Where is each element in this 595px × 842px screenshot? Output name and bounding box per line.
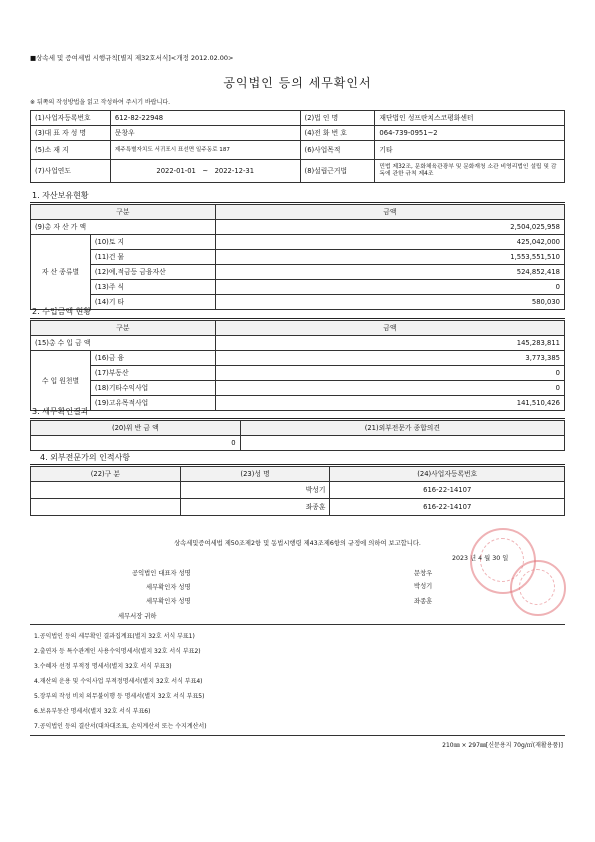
attachment-item: 4.재산의 운용 및 수익사업 부적정명세서(별지 32호 서식 부표4) bbox=[34, 678, 203, 685]
declaration: 상속세및증여세법 제50조제2항 및 동법시행령 제43조제6항의 규정에 의하여 보고합니다. bbox=[174, 540, 421, 547]
expert-kind bbox=[31, 482, 181, 499]
income-group-label: 수 입 원천별 bbox=[31, 351, 91, 411]
asset-row-amount: 425,042,000 bbox=[215, 235, 564, 250]
section-2-rule bbox=[30, 318, 565, 319]
corp-name: 재단법인 성프란치스코평화센터 bbox=[375, 111, 565, 126]
expert-col-name: (23)성 명 bbox=[180, 467, 330, 482]
asset-row-label: (13)주 식 bbox=[90, 280, 215, 295]
expert-name: 좌종훈 bbox=[180, 499, 330, 516]
year-from: 2022-01-01 bbox=[156, 167, 196, 175]
purpose: 기타 bbox=[375, 141, 565, 160]
rep-name: 문창우 bbox=[110, 126, 300, 141]
year-to: 2022-12-31 bbox=[214, 167, 255, 175]
income-col-amount: 금액 bbox=[215, 321, 564, 336]
section-4-title: 4. 외부전문가의 인적사항 bbox=[40, 453, 130, 462]
expert-regno: 616-22-14107 bbox=[330, 482, 565, 499]
violation-amount: 0 bbox=[31, 436, 241, 451]
attachment-item: 1.공익법인 등의 세무확인 결과집계표(별지 32호 서식 부표1) bbox=[34, 633, 195, 640]
year-sep: ~ bbox=[202, 167, 209, 175]
asset-row-amount: 524,852,418 bbox=[215, 265, 564, 280]
asset-row-amount: 1,553,551,510 bbox=[215, 250, 564, 265]
section-4-rule bbox=[30, 464, 565, 465]
expert-name: 박성기 bbox=[180, 482, 330, 499]
law-label: (8)설립근거법 bbox=[300, 160, 375, 183]
tel: 064-739-0951~2 bbox=[375, 126, 565, 141]
income-row-amount: 141,510,426 bbox=[215, 396, 564, 411]
corp-label: (2)법 인 명 bbox=[300, 111, 375, 126]
income-row-label: (16)금 융 bbox=[90, 351, 215, 366]
asset-row-label: (12)예,적금등 금융자산 bbox=[90, 265, 215, 280]
biz-no: 612-82-22948 bbox=[110, 111, 300, 126]
document-title: 공익법인 등의 세무확인서 bbox=[223, 76, 372, 90]
signer-role: 공익법인 대표자 성명 bbox=[132, 570, 191, 577]
asset-col-kind: 구분 bbox=[31, 205, 216, 220]
income-total: 145,283,811 bbox=[215, 336, 564, 351]
attachments-box bbox=[30, 624, 565, 736]
asset-col-amount: 금액 bbox=[215, 205, 564, 220]
addr-label: (5)소 재 지 bbox=[31, 141, 111, 160]
paper-spec: 210㎜ × 297㎜[신문용지 70g/㎡(재활용품)] bbox=[442, 742, 563, 749]
expert-seal bbox=[510, 560, 566, 616]
purpose-label: (6)사업목적 bbox=[300, 141, 375, 160]
opinion-label: (21)외부전문가 종합의견 bbox=[240, 421, 564, 436]
income-row-label: (18)기타수익사업 bbox=[90, 381, 215, 396]
header-table bbox=[30, 110, 565, 183]
section-3-title: 3. 세무확인결과 bbox=[32, 407, 89, 416]
tel-label: (4)전 화 번 호 bbox=[300, 126, 375, 141]
asset-total-label: (9)총 자 산 가 액 bbox=[31, 220, 216, 235]
income-row-amount: 0 bbox=[215, 366, 564, 381]
attachment-item: 5.장부의 작성 비치 의무불이행 등 명세서(별지 32호 서식 부표5) bbox=[34, 693, 205, 700]
guide-note: ※ 뒤쪽의 작성방법을 읽고 작성하여 주시기 바랍니다. bbox=[30, 99, 171, 106]
opinion-text bbox=[240, 436, 564, 451]
asset-row-label: (11)건 물 bbox=[90, 250, 215, 265]
signer-role: 세무확인자 성명 bbox=[146, 584, 191, 591]
signer-name: 문창우 bbox=[414, 570, 433, 577]
expert-col-kind: (22)구 분 bbox=[31, 467, 181, 482]
violation-label: (20)위 반 금 액 bbox=[31, 421, 241, 436]
form-note: ■상속세 및 증여세법 시행규칙[별지 제32호서식]<개정 2012.02.00> bbox=[30, 54, 234, 62]
report-date: 2023 년 4 월 30 일 bbox=[452, 555, 509, 562]
income-row-label: (17)부동산 bbox=[90, 366, 215, 381]
asset-group-label: 자 산 종류별 bbox=[31, 235, 91, 310]
income-row-amount: 0 bbox=[215, 381, 564, 396]
signer-role: 세무확인자 성명 bbox=[146, 598, 191, 605]
section-1-title: 1. 자산보유현황 bbox=[32, 191, 89, 200]
business-year bbox=[110, 160, 300, 183]
section-2-title: 2. 수입금액 현황 bbox=[32, 307, 92, 316]
asset-row-amount: 0 bbox=[215, 280, 564, 295]
asset-table bbox=[30, 204, 565, 310]
asset-row-label: (14)기 타 bbox=[90, 295, 215, 310]
signer-name: 좌종훈 bbox=[414, 598, 433, 605]
attachment-item: 3.수혜자 선정 부적정 명세서(별지 32호 서식 부표3) bbox=[34, 663, 172, 670]
asset-row-amount: 580,030 bbox=[215, 295, 564, 310]
attachment-item: 7.공익법인 등의 결산서(대차대조표, 손익계산서 또는 수지계산서) bbox=[34, 723, 207, 730]
asset-total: 2,504,025,958 bbox=[215, 220, 564, 235]
year-label: (7)사업연도 bbox=[31, 160, 111, 183]
expert-col-regno: (24)사업자등록번호 bbox=[330, 467, 565, 482]
section-1-rule bbox=[30, 202, 565, 203]
rep-label: (3)대 표 자 성 명 bbox=[31, 126, 111, 141]
expert-regno: 616-22-14107 bbox=[330, 499, 565, 516]
signer-name: 박성기 bbox=[414, 583, 433, 590]
income-row-amount: 3,773,385 bbox=[215, 351, 564, 366]
attachment-item: 6.보유부동산 명세서(별지 32호 서식 부표6) bbox=[34, 708, 151, 715]
income-table bbox=[30, 320, 565, 411]
section-3-rule bbox=[30, 418, 565, 419]
attachment-item: 2.출연자 등 특수관계인 사용수익명세서(별지 32호 서식 부표2) bbox=[34, 648, 201, 655]
founding-law: 민법 제32조, 문화체육관광부 및 문화재청 소관 비영리법인 설립 및 감독에 관한 규칙 제4조 bbox=[375, 160, 565, 183]
asset-row-label: (10)토 지 bbox=[90, 235, 215, 250]
addressee: 세무서장 귀하 bbox=[118, 613, 157, 620]
result-table bbox=[30, 420, 565, 451]
expert-kind bbox=[31, 499, 181, 516]
expert-table bbox=[30, 466, 565, 516]
income-col-kind: 구분 bbox=[31, 321, 216, 336]
address: 제주특별자치도 서귀포시 표선면 일주동로 187 bbox=[110, 141, 300, 160]
biz-no-label: (1)사업자등록번호 bbox=[31, 111, 111, 126]
income-total-label: (15)총 수 입 금 액 bbox=[31, 336, 216, 351]
income-row-label: (19)고유목적사업 bbox=[90, 396, 215, 411]
